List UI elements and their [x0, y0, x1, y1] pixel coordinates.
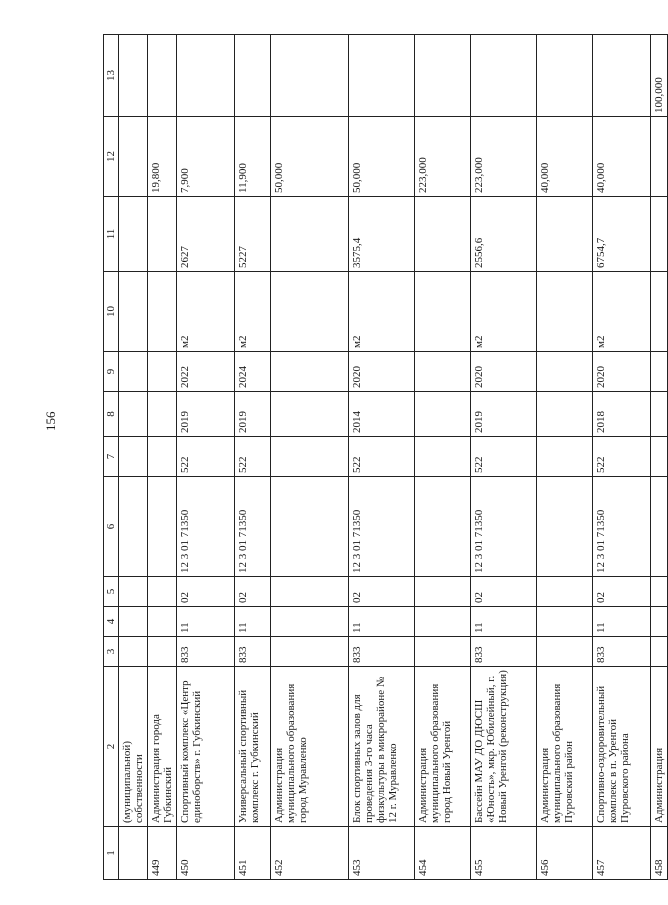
table-cell: [148, 637, 177, 667]
table-cell: [271, 392, 349, 437]
table-cell: [148, 607, 177, 637]
table-cell: 12 3 01 71350: [235, 477, 271, 577]
table-cell: [119, 827, 148, 880]
table-cell: [537, 197, 593, 272]
table-cell: 451: [235, 827, 271, 880]
table-cell: 6754,7: [593, 197, 651, 272]
table-cell: [119, 117, 148, 197]
table-cell: [148, 352, 177, 392]
table-cell: [415, 272, 471, 352]
column-header: 9: [104, 352, 119, 392]
table-row: [119, 35, 148, 880]
table-cell: 2627: [177, 197, 235, 272]
table-cell: [415, 392, 471, 437]
table-cell: 11: [177, 607, 235, 637]
table-cell: [119, 272, 148, 352]
table-cell: [148, 272, 177, 352]
table-cell: Бассейн МАУ ДО ДЮСШ «Юность», мкр. Юбилейный, г. Новый Уренгой (реконструкция): [471, 667, 537, 827]
table-cell: [593, 35, 651, 117]
table-cell: [271, 272, 349, 352]
table-cell: 456: [537, 827, 593, 880]
table-cell: 50,000: [271, 117, 349, 197]
table-cell: 452: [271, 827, 349, 880]
table-cell: [651, 437, 668, 477]
table-cell: 7,900: [177, 117, 235, 197]
table-cell: м2: [235, 272, 271, 352]
table-cell: м2: [593, 272, 651, 352]
table-cell: 02: [349, 577, 415, 607]
table-cell: [651, 637, 668, 667]
table-cell: [349, 35, 415, 117]
table-cell: [119, 35, 148, 117]
table-cell: 12 3 01 71350: [349, 477, 415, 577]
table-cell: [651, 577, 668, 607]
table-cell: 833: [593, 637, 651, 667]
table-cell: [119, 392, 148, 437]
table-cell: [119, 637, 148, 667]
table-cell: 449: [148, 827, 177, 880]
table-cell: [148, 477, 177, 577]
column-header: 4: [104, 607, 119, 637]
table-cell: [537, 577, 593, 607]
table-cell: 19,800: [148, 117, 177, 197]
table-cell: [271, 35, 349, 117]
table-row: [471, 35, 537, 880]
table-cell: 450: [177, 827, 235, 880]
table-cell: [537, 392, 593, 437]
table-cell: [415, 637, 471, 667]
table-row: [148, 35, 177, 880]
table-cell: м2: [471, 272, 537, 352]
table-cell: [177, 35, 235, 117]
table-cell: [651, 352, 668, 392]
table-cell: [651, 197, 668, 272]
table-cell: [119, 477, 148, 577]
table-cell: Администрация муниципального образования Пуровский район: [537, 667, 593, 827]
table-cell: [415, 197, 471, 272]
table-cell: Спортивный комплекс «Центр единоборств» г. Губкинский: [177, 667, 235, 827]
table-cell: 2019: [235, 392, 271, 437]
column-header: 3: [104, 637, 119, 667]
table-cell: 833: [471, 637, 537, 667]
table-cell: 40,000: [593, 117, 651, 197]
table-row: [593, 35, 651, 880]
table-cell: [271, 197, 349, 272]
table-cell: 454: [415, 827, 471, 880]
data-table: [103, 34, 668, 880]
table-cell: [651, 117, 668, 197]
table-cell: Администрация: [651, 667, 668, 827]
table-cell: [651, 477, 668, 577]
column-header: 11: [104, 197, 119, 272]
table-cell: 100,000: [651, 35, 668, 117]
table-cell: [271, 437, 349, 477]
table-cell: [271, 607, 349, 637]
table-cell: 522: [235, 437, 271, 477]
table-cell: 833: [235, 637, 271, 667]
table-cell: м2: [177, 272, 235, 352]
table-cell: [415, 577, 471, 607]
table-cell: [271, 577, 349, 607]
table-cell: 02: [235, 577, 271, 607]
table-cell: 11,900: [235, 117, 271, 197]
table-row: [271, 35, 349, 880]
table-cell: 522: [349, 437, 415, 477]
table-cell: 02: [471, 577, 537, 607]
table-row: [177, 35, 235, 880]
table-row: [537, 35, 593, 880]
table-cell: [415, 437, 471, 477]
table-cell: 833: [349, 637, 415, 667]
table-cell: 2018: [593, 392, 651, 437]
table-row: [415, 35, 471, 880]
table-cell: [119, 437, 148, 477]
table-cell: [537, 437, 593, 477]
table-cell: [537, 477, 593, 577]
table-cell: [415, 35, 471, 117]
table-cell: [471, 35, 537, 117]
table-cell: 2020: [471, 352, 537, 392]
table-cell: 02: [177, 577, 235, 607]
table-cell: 522: [177, 437, 235, 477]
table-cell: [148, 35, 177, 117]
table-cell: [148, 437, 177, 477]
table-cell: [119, 197, 148, 272]
column-header: 2: [104, 667, 119, 827]
table-row: [235, 35, 271, 880]
table-cell: [119, 607, 148, 637]
table-cell: 2019: [177, 392, 235, 437]
table-cell: 455: [471, 827, 537, 880]
table-cell: 453: [349, 827, 415, 880]
table-cell: [148, 197, 177, 272]
table-cell: 3575,4: [349, 197, 415, 272]
table-cell: Администрация города Губкинский: [148, 667, 177, 827]
column-header: 12: [104, 117, 119, 197]
table-cell: [271, 477, 349, 577]
table-cell: [148, 392, 177, 437]
table-cell: [271, 637, 349, 667]
table-cell: 457: [593, 827, 651, 880]
table-cell: Универсальный спортивный комплекс г. Губкинский: [235, 667, 271, 827]
table-cell: [537, 272, 593, 352]
table-cell: [119, 352, 148, 392]
table-cell: (муниципальной) собственности: [119, 667, 148, 827]
table-cell: 12 3 01 71350: [177, 477, 235, 577]
table-cell: 2019: [471, 392, 537, 437]
table-cell: 458: [651, 827, 668, 880]
table-cell: 11: [593, 607, 651, 637]
table-cell: 50,000: [349, 117, 415, 197]
rotated-table-container: [103, 35, 665, 880]
table-row: [349, 35, 415, 880]
table-cell: 02: [593, 577, 651, 607]
table-cell: 11: [349, 607, 415, 637]
table-cell: 522: [593, 437, 651, 477]
table-cell: [148, 577, 177, 607]
table-cell: [537, 35, 593, 117]
table-row: [651, 35, 668, 880]
table-cell: 223,000: [471, 117, 537, 197]
table-cell: [415, 607, 471, 637]
table-cell: Администрация муниципального образования город Муравленко: [271, 667, 349, 827]
column-header: 10: [104, 272, 119, 352]
table-cell: Спортивно-оздоровительный комплекс в п. Уренгой Пуровского района: [593, 667, 651, 827]
table-cell: [537, 607, 593, 637]
table-cell: 2022: [177, 352, 235, 392]
table-cell: [415, 477, 471, 577]
column-header: 8: [104, 392, 119, 437]
table-cell: [271, 352, 349, 392]
column-header: 1: [104, 827, 119, 880]
table-cell: [235, 35, 271, 117]
table-cell: 12 3 01 71350: [471, 477, 537, 577]
table-cell: 12 3 01 71350: [593, 477, 651, 577]
header-row: [104, 35, 119, 880]
table-cell: 2024: [235, 352, 271, 392]
table-cell: 2014: [349, 392, 415, 437]
table-cell: 2556,6: [471, 197, 537, 272]
table-cell: 11: [471, 607, 537, 637]
table-cell: 40,000: [537, 117, 593, 197]
column-header: 7: [104, 437, 119, 477]
table-cell: [119, 577, 148, 607]
page-number: 156: [43, 411, 58, 431]
table-cell: [651, 392, 668, 437]
table-cell: м2: [349, 272, 415, 352]
table-cell: 2020: [349, 352, 415, 392]
table-cell: 11: [235, 607, 271, 637]
table-cell: 2020: [593, 352, 651, 392]
table-cell: 223,000: [415, 117, 471, 197]
column-header: 6: [104, 477, 119, 577]
table-cell: [415, 352, 471, 392]
table-cell: 833: [177, 637, 235, 667]
table-cell: [651, 607, 668, 637]
column-header: 5: [104, 577, 119, 607]
table-cell: [537, 352, 593, 392]
table-cell: Блок спортивных залов для проведения 3-го часа физкультуры в микрорайоне № 12 г. Муравленко: [349, 667, 415, 827]
table-cell: [651, 272, 668, 352]
column-header: 13: [104, 35, 119, 117]
table-cell: 5227: [235, 197, 271, 272]
table-cell: [537, 637, 593, 667]
table-cell: Администрация муниципального образования город Новый Уренгой: [415, 667, 471, 827]
table-cell: 522: [471, 437, 537, 477]
